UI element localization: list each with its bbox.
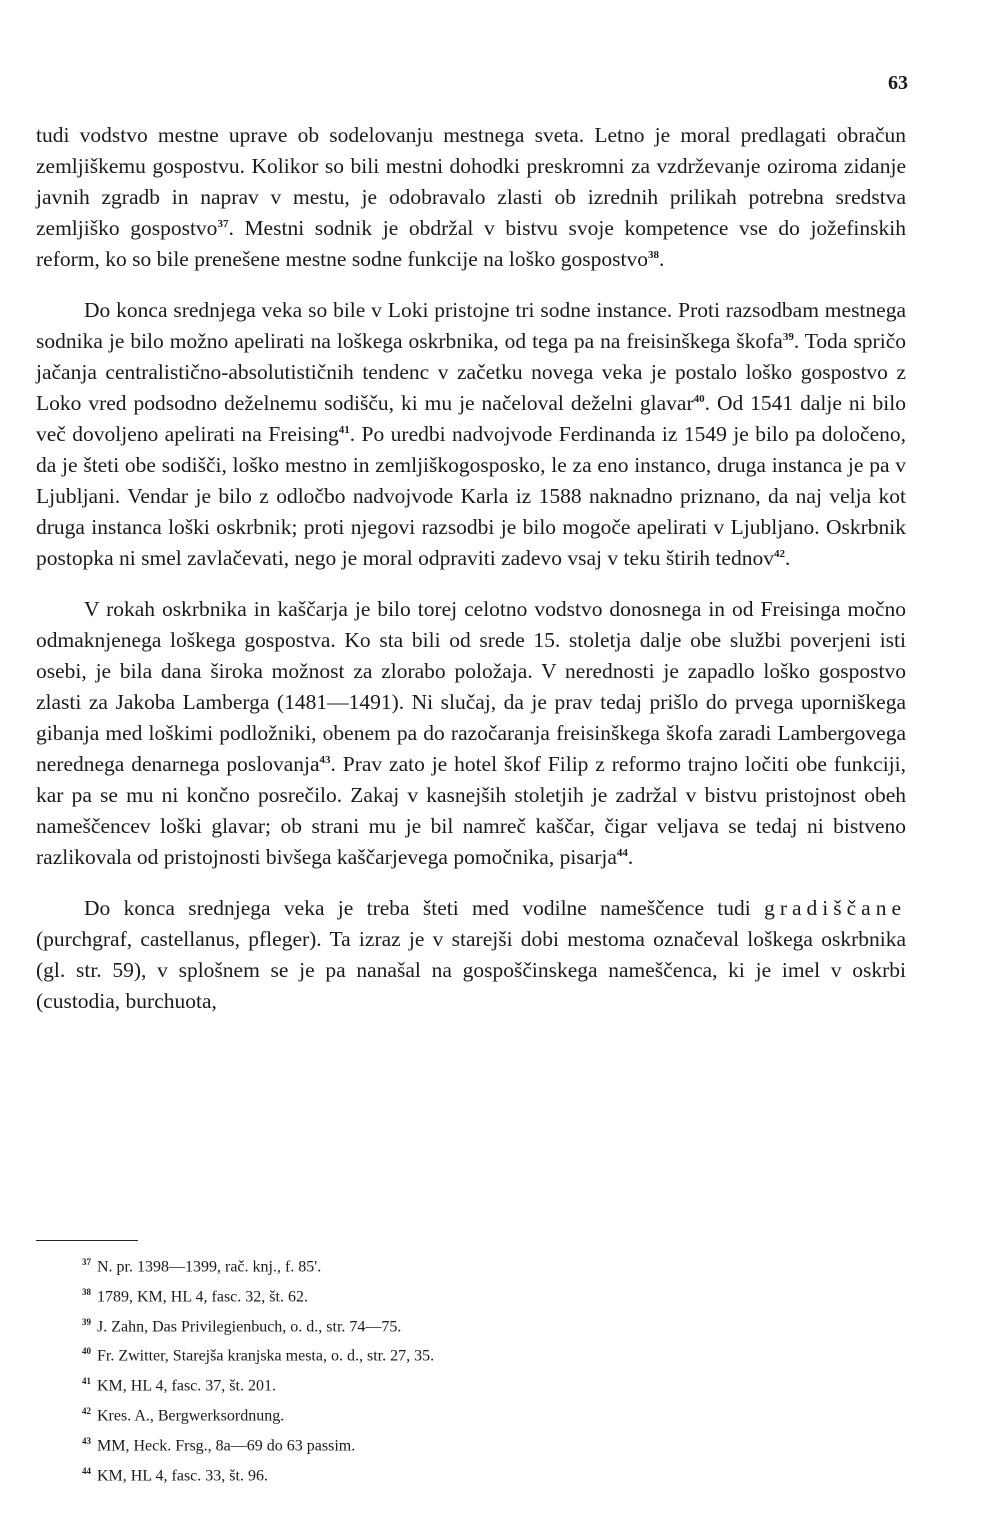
text-run: V rokah oskrbnika in kaščarja je bilo torej celotno vodstvo donosnega in od Freisinga močno odmaknjenega loškega gospostva. Ko sta bili od srede 15. stoletja dalje obe službi poverjeni isti osebi, je bila dana široka možnost za zlorabo položaja. V nerednosti je zapadlo loško gospostvo zlasti za Jakoba Lamberga (1481—1491). Ni slučaj, da je prav tedaj prišlo do prvega uporniškega gibanja med loškimi podložniki, obenem pa do razočaranja freisinškega škofa zaradi Lambergovega nerednega denarnega poslovanja <box>36 597 906 776</box>
footnote-number: 37 <box>82 1257 91 1267</box>
footnote-ref[interactable]: 37 <box>217 217 229 230</box>
text-run: . Toda spričo jačanja centralistično-absolutističnih tendenc v začetku novega veka je postalo loško gospostvo z Loko vred podsodno deželnemu sodišču, ki mu je načeloval deželni glavar <box>36 329 906 415</box>
footnote-item <box>82 1310 434 1340</box>
footnote-ref[interactable]: 39 <box>782 330 794 343</box>
footnote-ref[interactable]: 43 <box>319 753 331 766</box>
paragraph-2 <box>36 295 906 574</box>
footnote-item <box>82 1399 434 1429</box>
page-number: 63 <box>888 72 908 94</box>
footnote-divider <box>36 1240 138 1241</box>
footnote-text: 1789, KM, HL 4, fasc. 32, št. 62. <box>97 1288 308 1306</box>
text-run: . <box>784 546 791 570</box>
footnote-number: 44 <box>82 1465 91 1476</box>
paragraph-1 <box>36 120 906 275</box>
text-run: Do konca srednjega veka so bile v Loki pristojne tri sodne instance. Proti razsodbam mestnega sodnika je bilo možno apelirati na loškega oskrbnika, od tega pa na freisinškega škofa <box>36 298 906 353</box>
body-text <box>36 120 906 1017</box>
text-run: . Mestni sodnik je obdržal v bistvu svoje kompetence vse do jožefinskih reform, ko so bile prenešene mestne sodne funkcije na loško gospostvo <box>36 216 906 271</box>
text-run: . Od 1541 dalje ni bilo več dovoljeno apelirati na Freising <box>36 391 906 446</box>
footnote-item <box>82 1280 434 1310</box>
footnote-text: J. Zahn, Das Privilegienbuch, o. d., str. 74—75. <box>97 1317 402 1335</box>
footnote-item <box>82 1250 434 1280</box>
footnote-ref[interactable]: 38 <box>648 248 660 261</box>
footnotes-list <box>82 1250 434 1489</box>
text-run: . <box>659 247 665 271</box>
footnote-text: KM, HL 4, fasc. 37, št. 201. <box>97 1377 276 1395</box>
footnote-item <box>82 1369 434 1399</box>
footnote-text: Fr. Zwitter, Starejša kranjska mesta, o. d., str. 27, 35. <box>97 1347 435 1365</box>
footnote-text: N. pr. 1398—1399, rač. knj., f. 85'. <box>97 1258 322 1276</box>
text-run: . <box>627 845 634 869</box>
footnote-text: Kres. A., Bergwerksordnung. <box>97 1407 285 1425</box>
paragraph-3 <box>36 594 906 873</box>
footnote-ref[interactable]: 44 <box>616 846 628 859</box>
text-run: Do konca srednjega veka je treba šteti med vodilne nameščence tudi <box>84 896 765 920</box>
footnote-number: 40 <box>82 1346 91 1357</box>
emphasized-term: gradiščane <box>764 896 906 920</box>
text-run: . Po uredbi nadvojvode Ferdinanda iz 1549 je bilo pa določeno, da je šteti obe sodišči, loško mestno in zemljiškogosposko, le za eno instanco, druga instanca je pa v Ljubljani. Vendar je bilo z odločbo nadvojvode Karla iz 1588 naknadno priznano, da naj velja kot druga instanca loški oskrbnik; proti njegovi razsodbi je bilo mogoče apelirati v Ljubljano. Oskrbnik postopka ni smel zavlačevati, nego je moral odpraviti zadevo vsaj v teku štirih tednov <box>36 422 906 570</box>
text-run: tudi vodstvo mestne uprave ob sodelovanju mestnega sveta. Letno je moral predlagati obračun zemljiškemu gospostvu. Kolikor so bili mestni dohodki preskromni za vzdrževanje oziroma zidanje javnih zgradb in naprav v mestu, je odobravalo zlasti ob izrednih prilikah potrebna sredstva zemljiško gospostvo <box>36 123 906 240</box>
paragraph-4 <box>36 893 906 1017</box>
footnote-item <box>82 1429 434 1459</box>
footnote-text: MM, Heck. Frsg., 8a—69 do 63 passim. <box>97 1437 356 1455</box>
footnote-number: 39 <box>82 1316 91 1327</box>
footnote-item <box>82 1339 434 1369</box>
footnote-ref[interactable]: 41 <box>338 423 350 436</box>
text-run: (purchgraf, castellanus, pfleger). Ta izraz je v starejši dobi mestoma označeval loškega oskrbnika (gl. str. 59), v splošnem se je pa nanašal na gospoščinskega nameščenca, ki je imel v oskrbi (custodia, burchuota, <box>36 927 906 1013</box>
footnote-number: 38 <box>82 1286 91 1297</box>
footnote-number: 42 <box>82 1406 91 1417</box>
footnote-ref[interactable]: 40 <box>693 392 705 405</box>
text-run: . Prav zato je hotel škof Filip z reformo trajno ločiti obe funkciji, kar pa se mu ni končno posrečilo. Zakaj v kasnejših stoletjih je zadržal v bistvu pristojnost obeh nameščencev loški glavar; ob strani mu je bil namreč kaščar, čigar veljava se tedaj ni bistveno razlikovala od pristojnosti bivšega kaščarjevega pomočnika, pisarja <box>36 752 906 869</box>
footnote-number: 43 <box>82 1435 91 1446</box>
footnote-ref[interactable]: 42 <box>773 547 785 560</box>
footnote-number: 41 <box>82 1376 91 1387</box>
footnote-text: KM, HL 4, fasc. 33, št. 96. <box>97 1467 268 1485</box>
footnote-item <box>82 1459 434 1489</box>
